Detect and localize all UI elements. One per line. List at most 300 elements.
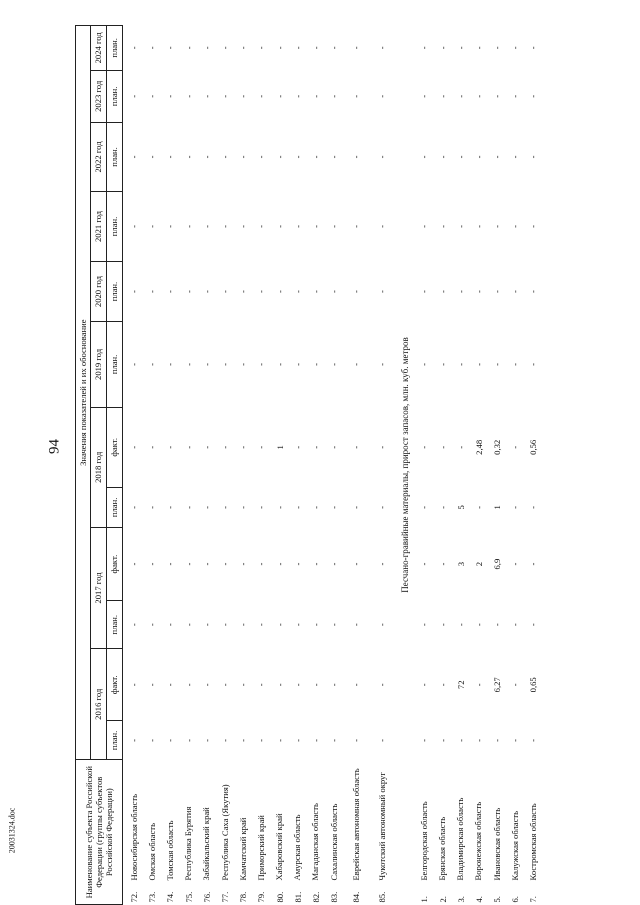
region-name: Еврейская автономная область — [350, 768, 361, 881]
plan-header: план. — [107, 487, 123, 527]
value-cell: - — [419, 505, 430, 509]
value-cell: - — [437, 623, 448, 627]
value-cell: - — [310, 623, 321, 627]
value-cell: - — [377, 505, 388, 509]
row-number: 82. — [310, 891, 321, 903]
value-cell: - — [377, 225, 388, 228]
value-cell: - — [437, 505, 448, 509]
value-cell: - — [455, 290, 466, 293]
value-cell: - — [510, 155, 521, 159]
value-cell: - — [473, 46, 484, 50]
year-header: 2018 год — [91, 407, 107, 527]
value-cell: - — [419, 94, 430, 98]
value-cell: - — [528, 505, 539, 509]
value-cell: 0,56 — [528, 439, 539, 455]
value-cell: - — [292, 623, 303, 627]
value-cell: - — [492, 623, 503, 627]
value-cell: - — [256, 46, 267, 50]
region-name: Ивановская область — [491, 807, 502, 881]
indicators-table — [75, 25, 543, 905]
table-row — [143, 26, 161, 905]
section-title: Песчано-гравийные материалы, прирост запасов, млн. куб. метров — [400, 337, 411, 593]
value-cell: - — [201, 623, 212, 627]
value-cell: - — [437, 225, 448, 228]
value-cell: - — [165, 445, 176, 449]
year-header: 2020 год — [91, 262, 107, 322]
value-cell: - — [147, 562, 158, 566]
value-cell: - — [351, 225, 362, 228]
value-cell: - — [220, 94, 231, 98]
fact-header: факт. — [107, 649, 123, 721]
page-number: 94 — [46, 439, 63, 454]
value-cell: - — [437, 94, 448, 98]
value-cell: - — [256, 362, 267, 366]
value-cell: - — [165, 46, 176, 50]
value-cell: - — [329, 505, 340, 509]
plan-header: план. — [107, 26, 123, 71]
value-cell: 5 — [455, 505, 466, 510]
value-cell: - — [165, 225, 176, 228]
value-cell: - — [310, 505, 321, 509]
fact-header: факт. — [107, 527, 123, 600]
region-name: Камчатский край — [237, 817, 248, 881]
value-cell: - — [419, 445, 430, 449]
value-cell: - — [437, 562, 448, 566]
region-name: Воронежская область — [473, 801, 484, 881]
row-number: 74. — [165, 891, 176, 903]
plan-header: план. — [107, 70, 123, 122]
table-row — [198, 26, 216, 905]
value-cell: - — [274, 562, 285, 566]
row-number: 80. — [274, 891, 285, 903]
year-header: 2022 год — [91, 122, 107, 191]
value-cell: - — [220, 46, 231, 50]
region-name: Амурская область — [292, 814, 303, 881]
value-cell: - — [147, 683, 158, 687]
value-cell: - — [292, 738, 303, 742]
value-cell: - — [256, 94, 267, 98]
value-cell: - — [437, 738, 448, 742]
value-cell: 6,9 — [492, 558, 503, 570]
value-cell: - — [274, 738, 285, 742]
region-name: Приморский край — [255, 815, 266, 881]
value-cell: - — [256, 155, 267, 159]
value-cell: - — [165, 505, 176, 509]
row-number: 79. — [256, 891, 267, 903]
value-cell: - — [492, 94, 503, 98]
value-cell: - — [238, 290, 249, 293]
row-number: 72. — [129, 891, 140, 903]
value-cell: - — [510, 445, 521, 449]
table-row — [325, 26, 343, 905]
value-cell: - — [310, 225, 321, 228]
table-row — [524, 26, 542, 905]
value-cell: 0,65 — [528, 677, 539, 693]
value-cell: - — [510, 505, 521, 509]
value-cell: - — [377, 46, 388, 50]
value-cell: - — [329, 155, 340, 159]
value-cell: - — [351, 46, 362, 50]
value-cell: - — [528, 362, 539, 366]
value-cell: 2 — [473, 561, 484, 567]
value-cell: - — [351, 683, 362, 687]
row-number: 6. — [510, 896, 521, 903]
value-cell: - — [220, 623, 231, 627]
value-cell: - — [310, 562, 321, 566]
value-cell: - — [183, 562, 194, 566]
value-cell: - — [492, 155, 503, 159]
value-cell: - — [256, 505, 267, 509]
value-cell: - — [351, 362, 362, 366]
value-cell: - — [129, 362, 140, 366]
value-cell: - — [183, 362, 194, 366]
value-cell: 72 — [455, 680, 466, 690]
value-cell: - — [292, 562, 303, 566]
value-cell: - — [129, 623, 140, 627]
region-name: Костромская область — [527, 803, 538, 881]
value-cell: - — [419, 623, 430, 627]
value-cell: - — [377, 94, 388, 98]
value-cell: - — [310, 738, 321, 742]
value-cell: - — [455, 623, 466, 627]
value-cell: - — [165, 290, 176, 293]
value-cell: - — [510, 683, 521, 687]
value-cell: - — [201, 505, 212, 509]
value-cell: 1 — [492, 505, 503, 510]
value-cell: - — [256, 445, 267, 449]
value-cell: - — [292, 362, 303, 366]
region-name: Белгородская область — [418, 801, 429, 881]
value-cell: - — [351, 155, 362, 159]
value-cell: - — [310, 290, 321, 293]
value-cell: - — [201, 445, 212, 449]
value-cell: - — [528, 94, 539, 98]
value-cell: - — [329, 46, 340, 50]
value-cell: - — [220, 290, 231, 293]
table-row — [307, 26, 325, 905]
value-cell: - — [165, 155, 176, 159]
value-cell: - — [183, 155, 194, 159]
value-cell: - — [510, 290, 521, 293]
value-cell: - — [329, 445, 340, 449]
value-cell: - — [201, 46, 212, 50]
value-cell: - — [183, 46, 194, 50]
value-cell: - — [274, 623, 285, 627]
value-cell: - — [220, 683, 231, 687]
table-row — [180, 26, 198, 905]
value-cell: - — [329, 623, 340, 627]
table-row — [343, 26, 369, 905]
value-cell: - — [183, 505, 194, 509]
row-number: 1. — [419, 896, 430, 903]
value-cell: - — [351, 94, 362, 98]
value-cell: - — [274, 505, 285, 509]
value-cell: - — [292, 94, 303, 98]
value-cell: - — [238, 155, 249, 159]
region-name: Магаданская область — [310, 803, 321, 881]
value-cell: - — [351, 445, 362, 449]
row-number: 3. — [455, 896, 466, 903]
value-cell: - — [256, 683, 267, 687]
value-cell: - — [147, 290, 158, 293]
region-name: Сахалинская область — [328, 803, 339, 881]
value-cell: - — [510, 738, 521, 742]
value-cell: - — [238, 683, 249, 687]
value-cell: - — [220, 505, 231, 509]
section-row — [395, 26, 415, 905]
value-cell: - — [329, 683, 340, 687]
row-number: 4. — [473, 896, 484, 903]
value-cell: - — [147, 623, 158, 627]
value-cell: - — [419, 155, 430, 159]
row-number: 75. — [183, 891, 194, 903]
value-cell: - — [455, 738, 466, 742]
value-cell: - — [310, 362, 321, 366]
row-number: 73. — [147, 891, 158, 903]
value-cell: - — [377, 362, 388, 366]
row-number: 5. — [492, 896, 503, 903]
value-cell: 2,48 — [473, 439, 484, 455]
value-cell: - — [473, 623, 484, 627]
value-cell: - — [528, 290, 539, 293]
table-row — [433, 26, 451, 905]
region-name: Владимирская область — [455, 797, 466, 881]
value-cell: - — [292, 505, 303, 509]
table-row — [252, 26, 270, 905]
value-cell: - — [419, 290, 430, 293]
value-cell: - — [129, 445, 140, 449]
value-cell: - — [238, 94, 249, 98]
value-cell: - — [473, 155, 484, 159]
value-cell: - — [329, 562, 340, 566]
table-row — [234, 26, 252, 905]
table-row — [488, 26, 506, 905]
value-cell: - — [377, 683, 388, 687]
table-row — [123, 26, 144, 905]
region-name: Брянская область — [437, 816, 448, 881]
value-cell: - — [377, 290, 388, 293]
year-header: 2016 год — [91, 649, 107, 760]
value-cell: - — [455, 155, 466, 159]
value-cell: - — [528, 738, 539, 742]
row-number: 83. — [329, 891, 340, 903]
value-cell: - — [147, 94, 158, 98]
value-cell: - — [256, 290, 267, 293]
value-cell: - — [510, 362, 521, 366]
value-cell: - — [147, 445, 158, 449]
value-cell: - — [437, 683, 448, 687]
fact-header: факт. — [107, 407, 123, 487]
value-cell: - — [183, 225, 194, 228]
value-cell: - — [310, 683, 321, 687]
value-cell: - — [165, 362, 176, 366]
value-cell: - — [129, 290, 140, 293]
value-cell: - — [455, 94, 466, 98]
value-cell: - — [310, 155, 321, 159]
table-row — [271, 26, 289, 905]
value-cell: - — [201, 155, 212, 159]
plan-header: план. — [107, 322, 123, 408]
value-cell: - — [256, 562, 267, 566]
subject-header: Наименование субъекта Российской Федерации (группы субъектов Российской Федерации) — [76, 760, 123, 905]
value-cell: - — [492, 290, 503, 293]
value-cell: 6,27 — [492, 677, 503, 693]
value-cell: - — [256, 623, 267, 627]
table-row — [506, 26, 524, 905]
value-cell: - — [377, 623, 388, 627]
value-cell: - — [492, 225, 503, 228]
value-cell: - — [238, 623, 249, 627]
row-number: 81. — [292, 891, 303, 903]
value-cell: - — [473, 225, 484, 228]
value-cell: - — [183, 623, 194, 627]
year-header: 2024 год — [91, 26, 107, 71]
year-header: 2017 год — [91, 527, 107, 648]
value-cell: - — [351, 290, 362, 293]
row-number: 78. — [238, 891, 249, 903]
value-cell: - — [292, 155, 303, 159]
value-cell: - — [528, 155, 539, 159]
value-cell: - — [274, 290, 285, 293]
value-cell: - — [292, 290, 303, 293]
region-name: Омская область — [146, 823, 157, 881]
value-cell: - — [528, 46, 539, 50]
value-cell: - — [329, 225, 340, 228]
value-cell: - — [437, 445, 448, 449]
value-cell: - — [419, 562, 430, 566]
value-cell: - — [220, 225, 231, 228]
value-cell: - — [329, 94, 340, 98]
table-row — [415, 26, 433, 905]
value-cell: - — [329, 738, 340, 742]
year-header: 2023 год — [91, 70, 107, 122]
value-cell: - — [292, 445, 303, 449]
value-cell: - — [351, 623, 362, 627]
value-cell: - — [473, 290, 484, 293]
row-number: 77. — [220, 891, 231, 903]
value-cell: - — [129, 225, 140, 228]
plan-header: план. — [107, 721, 123, 760]
plan-header: план. — [107, 191, 123, 261]
value-cell: - — [473, 505, 484, 509]
value-cell: - — [419, 362, 430, 366]
value-cell: - — [437, 155, 448, 159]
value-cell: - — [437, 46, 448, 50]
value-cell: - — [492, 362, 503, 366]
table-row — [452, 26, 470, 905]
value-cell: - — [310, 46, 321, 50]
value-cell: - — [292, 683, 303, 687]
value-cell: - — [419, 225, 430, 228]
value-cell: - — [238, 362, 249, 366]
table-row — [369, 26, 395, 905]
value-cell: - — [165, 738, 176, 742]
value-cell: - — [274, 225, 285, 228]
value-cell: - — [147, 738, 158, 742]
value-cell: - — [201, 94, 212, 98]
value-cell: - — [473, 94, 484, 98]
value-cell: - — [165, 683, 176, 687]
value-cell: - — [201, 362, 212, 366]
region-name: Республика Бурятия — [183, 806, 194, 881]
value-cell: - — [183, 290, 194, 293]
value-cell: - — [455, 46, 466, 50]
value-cell: - — [183, 738, 194, 742]
value-cell: - — [510, 225, 521, 228]
value-cell: - — [220, 362, 231, 366]
value-cell: - — [377, 738, 388, 742]
value-cell: - — [165, 94, 176, 98]
value-cell: - — [437, 362, 448, 366]
value-cell: - — [274, 94, 285, 98]
value-cell: - — [147, 155, 158, 159]
value-cell: - — [310, 445, 321, 449]
value-cell: - — [147, 505, 158, 509]
value-cell: - — [274, 155, 285, 159]
row-number: 7. — [528, 896, 539, 903]
value-cell: - — [473, 362, 484, 366]
value-cell: - — [165, 623, 176, 627]
value-cell: - — [201, 738, 212, 742]
value-cell: - — [437, 290, 448, 293]
value-cell: - — [165, 562, 176, 566]
value-cell: - — [292, 46, 303, 50]
value-cell: - — [147, 225, 158, 228]
value-cell: - — [129, 683, 140, 687]
year-header: 2021 год — [91, 191, 107, 261]
value-cell: - — [351, 562, 362, 566]
value-cell: - — [129, 155, 140, 159]
value-cell: - — [274, 362, 285, 366]
plan-header: план. — [107, 601, 123, 649]
region-name: Калужская область — [509, 810, 520, 881]
value-cell: - — [183, 683, 194, 687]
value-cell: - — [183, 94, 194, 98]
value-cell: - — [129, 562, 140, 566]
region-name: Чукотский автономный округ — [376, 772, 387, 881]
value-cell: - — [201, 562, 212, 566]
value-cell: - — [351, 738, 362, 742]
region-name: Томская область — [164, 820, 175, 881]
table-row — [216, 26, 234, 905]
region-name: Республика Саха (Якутия) — [219, 784, 230, 881]
value-cell: - — [377, 562, 388, 566]
value-cell: - — [455, 225, 466, 228]
value-cell: - — [147, 46, 158, 50]
value-cell: - — [201, 225, 212, 228]
value-cell: - — [238, 562, 249, 566]
value-cell: - — [492, 738, 503, 742]
region-name: Забайкальский край — [201, 807, 212, 881]
value-cell: - — [220, 445, 231, 449]
value-cell: - — [455, 362, 466, 366]
rotated-table-sheet — [75, 25, 595, 905]
year-header: 2019 год — [91, 322, 107, 408]
value-cell: - — [238, 225, 249, 228]
table-row — [289, 26, 307, 905]
value-cell: - — [220, 155, 231, 159]
value-cell: 1 — [274, 445, 285, 450]
value-cell: - — [473, 738, 484, 742]
value-cell: - — [510, 94, 521, 98]
value-cell: - — [528, 623, 539, 627]
row-number: 84. — [351, 891, 362, 903]
value-cell: - — [238, 46, 249, 50]
document-code: 20031324.doc — [7, 807, 17, 854]
value-cell: - — [528, 225, 539, 228]
value-cell: - — [377, 155, 388, 159]
value-cell: - — [220, 562, 231, 566]
